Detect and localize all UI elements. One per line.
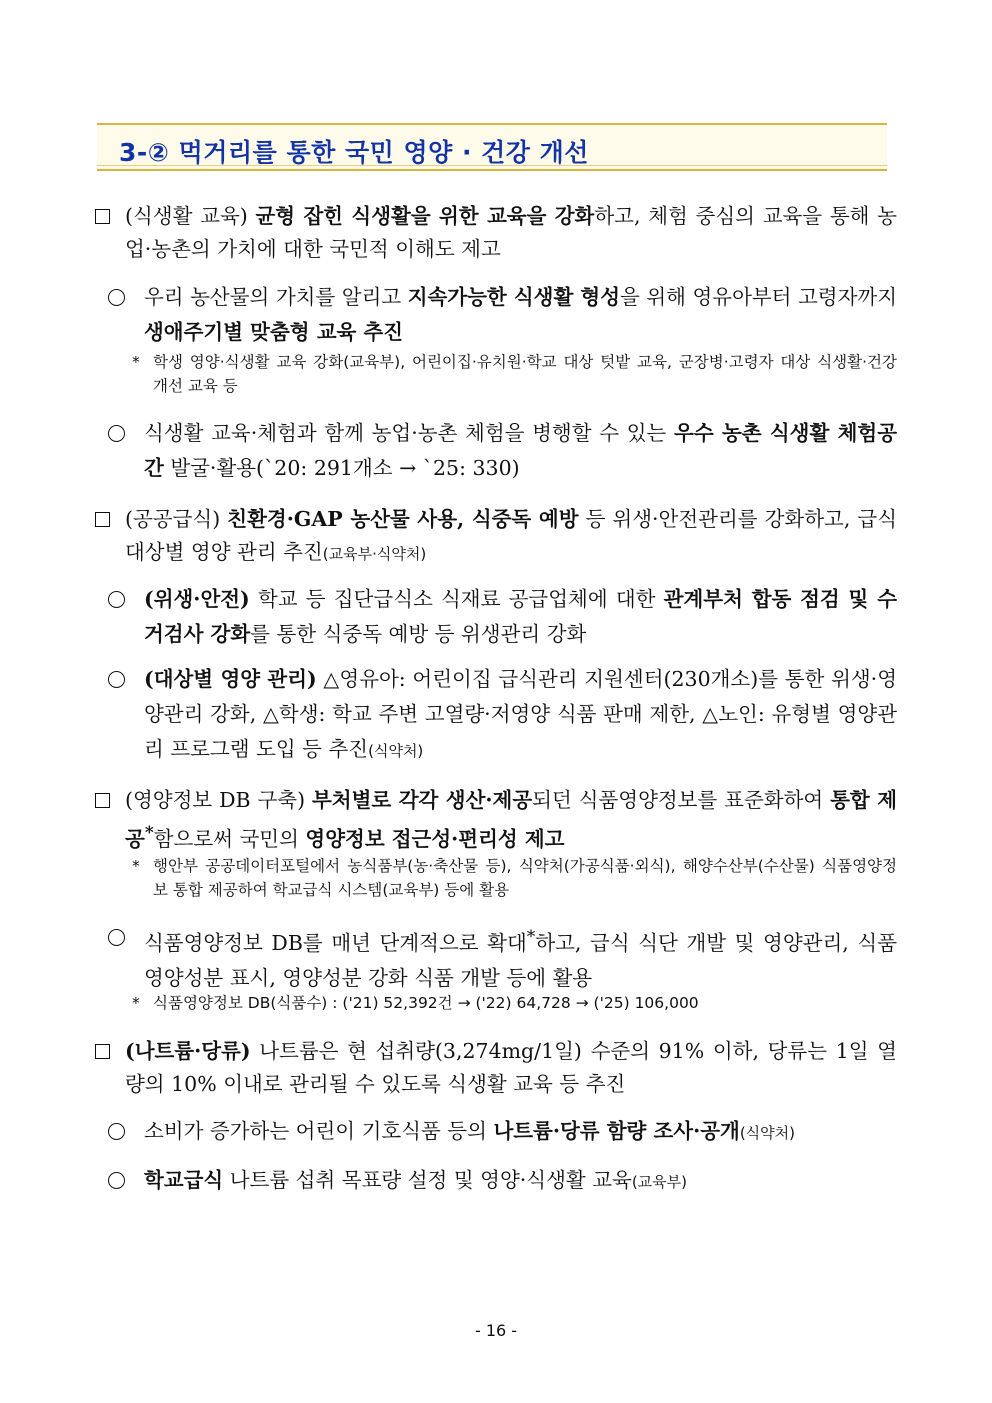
item-text: 나트륨은 현 섭취량(3,274mg/1일) 수준의 91% 이하, 당류는 1일 열량의 10% 이내로 관리될 수 있도록 식생활 교육 등 추진 <box>125 1039 897 1096</box>
subitem-target-nutrition <box>108 662 897 769</box>
item-lead: (영양정보 DB 구축) <box>125 788 306 812</box>
subitem-bold: 지속가능한 식생활 형성 <box>407 285 621 309</box>
item-lead: (나트륨·당류) <box>125 1039 251 1063</box>
subitem-bold: 학교급식 <box>144 1168 224 1192</box>
subitem-experience-space <box>108 416 897 486</box>
item-public-catering <box>95 503 897 571</box>
footnote-ref: * <box>526 927 536 947</box>
circle-bullet-icon <box>108 671 125 688</box>
section-heading: 3-② 먹거리를 통한 국민 영양 · 건강 개선 <box>119 138 589 167</box>
page-number: - 16 - <box>474 1321 518 1340</box>
item-text: 함으로써 국민의 <box>153 826 306 851</box>
agency-label: (식약처) <box>368 742 424 760</box>
subitem-hygiene-safety <box>108 582 897 652</box>
item-nutrition-db <box>95 784 897 856</box>
section-heading-bar <box>97 123 887 171</box>
square-bullet-icon <box>95 209 110 224</box>
item-text: 하고, 체험 중심의 교육을 통해 농업·농촌의 가치에 대한 국민적 이해도 제고 <box>125 204 897 261</box>
footnote-mark: * <box>132 353 140 371</box>
circle-bullet-icon <box>108 1123 125 1140</box>
square-bullet-icon <box>95 793 110 808</box>
agency-label: (식약처) <box>739 1124 796 1142</box>
subitem-text: 을 위해 영유아부터 고령자까지 <box>620 285 898 309</box>
subitem-lead: (대상별 영양 관리) <box>144 667 317 691</box>
circle-bullet-icon <box>108 591 125 608</box>
item-sodium-sugar <box>95 1035 897 1101</box>
item-bold: 부처별로 각각 생산·제공 <box>311 788 533 812</box>
subitem-text: 나트륨 섭취 목표량 설정 및 영양·식생활 교육 <box>223 1168 632 1192</box>
subitem-text: 발굴·활용(`20: 291개소 → `25: 330) <box>163 456 520 480</box>
square-bullet-icon <box>95 512 110 527</box>
item-bold: 균형 잡힌 식생활을 위한 교육을 강화 <box>255 204 595 228</box>
item-diet-education <box>95 200 897 266</box>
item-lead: (공공급식) <box>125 507 221 531</box>
subitem-sodium-survey <box>108 1114 897 1151</box>
footnote-text: 학생 영양·식생활 교육 강화(교육부), 어린이집·유치원·학교 대상 텃밭 교육, 군장병·고령자 대상 식생활·건강 개선 교육 등 <box>153 353 897 395</box>
agency-label: (교육부·식약처) <box>322 545 427 563</box>
item-lead: (식생활 교육) <box>125 204 248 228</box>
circle-bullet-icon <box>108 425 125 442</box>
subitem-text: 식품영양정보 DB를 매년 단계적으로 확대 <box>144 930 527 955</box>
square-bullet-icon <box>95 1044 110 1059</box>
footnote-text: 행안부 공공데이터포털에서 농식품부(농·축산물 등), 식약처(가공식품·외식), 해양수산부(수산물) 식품영양정보 통합 제공하여 학교급식 시스템(교육부) 등에 활용 <box>153 857 897 899</box>
agency-label: (교육부) <box>631 1173 687 1191</box>
subitem-bold: 관계부처 합동 점검 및 수거검사 강화 <box>144 587 897 646</box>
footnote-text: 식품영양정보 DB(식품수) : ('21) 52,392건 → ('22) 64,728 → ('25) 106,000 <box>153 994 699 1012</box>
subitem-bold: 우수 농촌 식생활 체험공간 <box>144 421 897 480</box>
subitem-text: 학교 등 집단급식소 식재료 공급업체에 대한 <box>249 587 664 611</box>
subitem-text: 를 통한 식중독 예방 등 위생관리 강화 <box>250 622 587 646</box>
subitem-lifecycle-education <box>108 280 897 350</box>
circle-bullet-icon <box>108 929 125 946</box>
item-bold: 영양정보 접근성·편리성 제고 <box>305 826 565 851</box>
subitem-text: 소비가 증가하는 어린이 기호식품 등의 <box>144 1119 494 1143</box>
item-bold: 친환경·GAP 농산물 사용, 식중독 예방 <box>227 507 579 531</box>
footnote-mark: * <box>132 857 140 875</box>
subitem-text: 식생활 교육·체험과 함께 농업·농촌 체험을 병행할 수 있는 <box>144 421 675 445</box>
subitem-bold: 생애주기별 맞춤형 교육 추진 <box>144 320 404 344</box>
circle-bullet-icon <box>108 289 125 306</box>
subitem-db-expansion <box>108 920 897 996</box>
footnote-mark: * <box>132 994 140 1012</box>
item-text: 되던 식품영양정보를 표준화하여 <box>532 788 831 812</box>
item-text: 등 위생·안전관리를 강화하고, 급식 대상별 영양 관리 추진 <box>125 507 897 564</box>
subitem-school-meals <box>108 1163 897 1200</box>
footnote-ref: * <box>144 823 154 843</box>
circle-bullet-icon <box>108 1172 125 1189</box>
subitem-lead: (위생·안전) <box>144 587 250 611</box>
footnote-db-portal <box>132 854 897 902</box>
subitem-bold: 나트륨·당류 함량 조사·공개 <box>493 1119 740 1143</box>
subitem-text: △영유아: 어린이집 급식관리 지원센터(230개소)를 통한 위생·영양관리 강화, △학생: 학교 주변 고열량·저영양 식품 판매 제한, △노인: 유형별 영양관리 프로그램 도입 등 추진 <box>144 667 897 761</box>
subitem-text: 우리 농산물의 가치를 알리고 <box>144 285 408 309</box>
footnote-db-count <box>132 991 897 1015</box>
footnote-education-examples <box>132 350 897 398</box>
subitem-text: 하고, 급식 식단 개발 및 영양관리, 식품 영양성분 표시, 영양성분 강화 식품 개발 등에 활용 <box>144 930 897 990</box>
item-bold: 통합 제공 <box>125 788 897 851</box>
